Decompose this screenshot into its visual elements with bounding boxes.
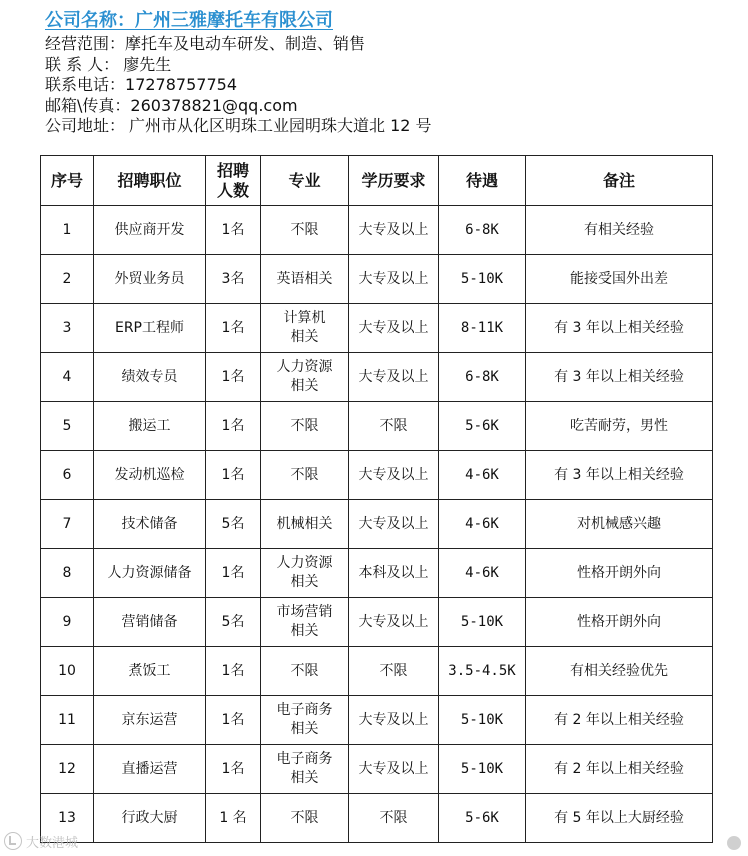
row-position: 行政大厨 bbox=[94, 794, 206, 843]
row-major-line1: 不限 bbox=[290, 662, 319, 679]
row-major bbox=[261, 696, 349, 745]
row-count: 5名 bbox=[206, 500, 261, 549]
row-remark: 能接受国外出差 bbox=[526, 255, 713, 304]
row-salary: 5-10K bbox=[439, 745, 526, 794]
row-position: 煮饭工 bbox=[94, 647, 206, 696]
row-major-line1: 人力资源 bbox=[276, 359, 333, 375]
row-remark: 有 5 年以上大厨经验 bbox=[526, 794, 713, 843]
contact-phone-label: 联系电话： bbox=[45, 75, 126, 94]
row-major-line1: 电子商务 bbox=[276, 751, 333, 767]
row-major bbox=[261, 549, 349, 598]
row-salary: 8-11K bbox=[439, 304, 526, 353]
email-fax bbox=[45, 96, 725, 117]
row-education: 大专及以上 bbox=[349, 304, 439, 353]
table-row bbox=[41, 745, 713, 794]
business-scope-value: 摩托车及电动车研发、制造、销售 bbox=[125, 34, 366, 53]
header-education: 学历要求 bbox=[349, 156, 439, 206]
table-row bbox=[41, 451, 713, 500]
company-address bbox=[45, 116, 725, 137]
table-row bbox=[41, 304, 713, 353]
row-major-line1: 不限 bbox=[290, 221, 319, 238]
row-position: 发动机巡检 bbox=[94, 451, 206, 500]
row-major-line1: 不限 bbox=[290, 809, 319, 826]
row-position: 人力资源储备 bbox=[94, 549, 206, 598]
row-no: 3 bbox=[41, 304, 94, 353]
table-row bbox=[41, 647, 713, 696]
row-no: 4 bbox=[41, 353, 94, 402]
company-info bbox=[45, 8, 725, 137]
row-position: 京东运营 bbox=[94, 696, 206, 745]
row-no: 7 bbox=[41, 500, 94, 549]
row-education: 大专及以上 bbox=[349, 598, 439, 647]
header-major: 专业 bbox=[261, 156, 349, 206]
row-no: 2 bbox=[41, 255, 94, 304]
row-count: 1 名 bbox=[206, 794, 261, 843]
row-education: 大专及以上 bbox=[349, 696, 439, 745]
row-major-line1: 不限 bbox=[290, 417, 319, 434]
row-salary: 5-10K bbox=[439, 598, 526, 647]
row-remark: 有相关经验优先 bbox=[526, 647, 713, 696]
table-row bbox=[41, 598, 713, 647]
row-position: 绩效专员 bbox=[94, 353, 206, 402]
row-count: 1名 bbox=[206, 696, 261, 745]
header-count bbox=[206, 156, 261, 206]
header-position: 招聘职位 bbox=[94, 156, 206, 206]
table-row bbox=[41, 353, 713, 402]
row-education: 大专及以上 bbox=[349, 745, 439, 794]
row-major bbox=[261, 451, 349, 500]
header-no: 序号 bbox=[41, 156, 94, 206]
row-major-line1: 人力资源 bbox=[276, 555, 333, 571]
row-remark: 有相关经验 bbox=[526, 206, 713, 255]
table-row bbox=[41, 549, 713, 598]
business-scope bbox=[45, 34, 725, 55]
table-row bbox=[41, 500, 713, 549]
row-position: ERP工程师 bbox=[94, 304, 206, 353]
row-major-line1: 计算机 bbox=[283, 310, 326, 326]
row-count: 1名 bbox=[206, 353, 261, 402]
business-scope-label: 经营范围： bbox=[45, 34, 126, 53]
company-address-value: 广州市从化区明珠工业园明珠大道北 12 号 bbox=[129, 116, 432, 135]
row-count: 1名 bbox=[206, 206, 261, 255]
row-major-line2: 相关 bbox=[290, 329, 319, 345]
row-salary: 4-6K bbox=[439, 549, 526, 598]
row-major-line2: 相关 bbox=[290, 574, 319, 590]
row-no: 12 bbox=[41, 745, 94, 794]
row-education: 不限 bbox=[349, 794, 439, 843]
row-salary: 6-8K bbox=[439, 206, 526, 255]
contact-phone bbox=[45, 75, 725, 96]
contact-person bbox=[45, 55, 725, 76]
row-no: 10 bbox=[41, 647, 94, 696]
table-row bbox=[41, 255, 713, 304]
header-remark: 备注 bbox=[526, 156, 713, 206]
row-count: 1名 bbox=[206, 451, 261, 500]
row-count: 1名 bbox=[206, 402, 261, 451]
row-education: 大专及以上 bbox=[349, 353, 439, 402]
row-major-line1: 英语相关 bbox=[276, 270, 333, 287]
row-major bbox=[261, 206, 349, 255]
contact-person-value: 廖先生 bbox=[123, 54, 172, 74]
table-row bbox=[41, 696, 713, 745]
row-education: 大专及以上 bbox=[349, 500, 439, 549]
row-count: 1名 bbox=[206, 549, 261, 598]
row-remark: 有 3 年以上相关经验 bbox=[526, 451, 713, 500]
row-education: 不限 bbox=[349, 402, 439, 451]
row-education: 本科及以上 bbox=[349, 549, 439, 598]
email-fax-label: 邮箱\传真： bbox=[45, 95, 131, 115]
row-major-line1: 不限 bbox=[290, 466, 319, 483]
row-position: 供应商开发 bbox=[94, 206, 206, 255]
row-major bbox=[261, 353, 349, 402]
row-major bbox=[261, 598, 349, 647]
contact-phone-value: 17278757754 bbox=[125, 75, 237, 94]
corner-dot-icon bbox=[727, 836, 741, 850]
company-address-label: 公司地址： bbox=[45, 116, 126, 135]
table-row bbox=[41, 794, 713, 843]
row-education: 大专及以上 bbox=[349, 451, 439, 500]
table-row bbox=[41, 206, 713, 255]
row-remark: 有 2 年以上相关经验 bbox=[526, 745, 713, 794]
email-fax-value: 260378821@qq.com bbox=[130, 95, 298, 115]
row-major-line2: 相关 bbox=[290, 378, 319, 394]
table-row bbox=[41, 402, 713, 451]
row-remark: 吃苦耐劳，男性 bbox=[526, 402, 713, 451]
row-remark: 有 3 年以上相关经验 bbox=[526, 304, 713, 353]
row-major bbox=[261, 745, 349, 794]
row-remark: 对机械感兴趣 bbox=[526, 500, 713, 549]
contact-person-label: 联 系 人： bbox=[45, 54, 120, 74]
table-header-row bbox=[41, 156, 713, 206]
row-major bbox=[261, 402, 349, 451]
row-remark: 有 3 年以上相关经验 bbox=[526, 353, 713, 402]
row-no: 1 bbox=[41, 206, 94, 255]
row-salary: 4-6K bbox=[439, 500, 526, 549]
header-count-line2: 人数 bbox=[216, 180, 249, 200]
row-major-line1: 电子商务 bbox=[276, 702, 333, 718]
row-count: 5名 bbox=[206, 598, 261, 647]
row-no: 13 bbox=[41, 794, 94, 843]
row-salary: 5-10K bbox=[439, 255, 526, 304]
row-major bbox=[261, 794, 349, 843]
row-major bbox=[261, 500, 349, 549]
row-no: 8 bbox=[41, 549, 94, 598]
row-position: 技术储备 bbox=[94, 500, 206, 549]
row-no: 6 bbox=[41, 451, 94, 500]
row-count: 1名 bbox=[206, 304, 261, 353]
watermark bbox=[4, 830, 114, 852]
row-salary: 5-10K bbox=[439, 696, 526, 745]
row-salary: 5-6K bbox=[439, 794, 526, 843]
row-salary: 6-8K bbox=[439, 353, 526, 402]
recruitment-table bbox=[40, 155, 713, 843]
row-remark: 性格开朗外向 bbox=[526, 598, 713, 647]
row-remark: 性格开朗外向 bbox=[526, 549, 713, 598]
row-salary: 3.5-4.5K bbox=[439, 647, 526, 696]
row-major bbox=[261, 304, 349, 353]
header-count-line1: 招聘 bbox=[216, 160, 249, 180]
row-major-line1: 市场营销 bbox=[276, 604, 333, 620]
row-position: 外贸业务员 bbox=[94, 255, 206, 304]
row-major-line1: 机械相关 bbox=[276, 515, 333, 532]
row-major bbox=[261, 647, 349, 696]
row-count: 1名 bbox=[206, 647, 261, 696]
row-education: 不限 bbox=[349, 647, 439, 696]
row-education: 大专及以上 bbox=[349, 206, 439, 255]
row-salary: 5-6K bbox=[439, 402, 526, 451]
row-education: 大专及以上 bbox=[349, 255, 439, 304]
row-major-line2: 相关 bbox=[290, 770, 319, 786]
row-no: 5 bbox=[41, 402, 94, 451]
row-position: 搬运工 bbox=[94, 402, 206, 451]
row-count: 3名 bbox=[206, 255, 261, 304]
row-position: 直播运营 bbox=[94, 745, 206, 794]
row-remark: 有 2 年以上相关经验 bbox=[526, 696, 713, 745]
row-major-line2: 相关 bbox=[290, 721, 319, 737]
header-salary: 待遇 bbox=[439, 156, 526, 206]
watermark-text: 大数港城 bbox=[26, 835, 79, 851]
company-name: 公司名称：广州三雅摩托车有限公司 bbox=[45, 10, 333, 31]
logo-icon bbox=[4, 832, 22, 850]
row-no: 11 bbox=[41, 696, 94, 745]
row-count: 1名 bbox=[206, 745, 261, 794]
row-salary: 4-6K bbox=[439, 451, 526, 500]
row-major bbox=[261, 255, 349, 304]
row-no: 9 bbox=[41, 598, 94, 647]
row-position: 营销储备 bbox=[94, 598, 206, 647]
row-major-line2: 相关 bbox=[290, 623, 319, 639]
